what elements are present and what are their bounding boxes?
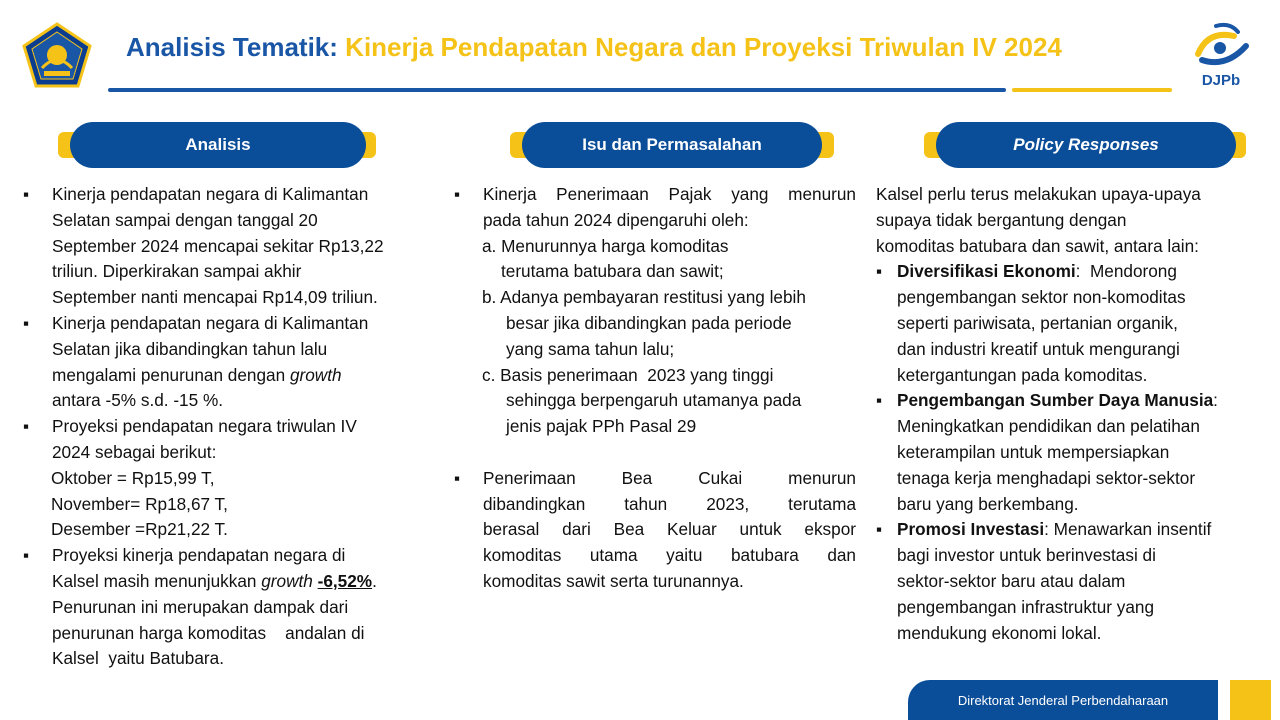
title-prefix: Analisis Tematik: [126, 32, 338, 62]
isu-item-a: a. Menurunnya harga komoditas [482, 235, 729, 256]
djpb-logo-text: DJPb [1201, 72, 1241, 89]
projection-oktober: Oktober = Rp15,99 T, [51, 467, 215, 488]
isu-bullet-2: ▪ Penerimaan Bea Cukai menurun dibandingkan tahun 2023, terutama berasal dari Bea Keluar untuk ekspor komoditas utama yaitu batubara dan komoditas sawit serta turunannya. [454, 466, 856, 595]
isu-item-b: b. Adanya pembayaran restitusi yang lebih [482, 287, 806, 308]
title-main: Kinerja Pendapatan Negara dan Proyeksi Triwulan IV 2024 [345, 32, 1062, 62]
isu-content: ▪ Kinerja Penerimaan Pajak yang menurun pada tahun 2024 dipengaruhi oleh: a. Menurunnya harga komoditas terutama batubara dan sawit; b. Adanya pembayaran restitusi yang lebih besar jika dibandingkan pada periode yang sama tahun lalu; c. Basis penerimaan 2023 yang tinggi sehingga berpengaruh utamanya pada jenis pajak PPh Pasal 29 ▪ Penerimaan Bea Cukai menurun dibandingkan tahun 2023, terutama berasal dari Bea Keluar untuk ekspor komoditas utama yaitu batubara dan komoditas sawit serta turunannya. [454, 182, 856, 595]
policy-item-diversifikasi: ▪ Diversifikasi Ekonomi: Mendorong pengembangan sektor non-komoditas seperti pariwisata, pertanian organik, dan industri kreatif untuk mengurangi ketergantungan pada komoditas. [876, 259, 1256, 388]
title-underline-yellow [1012, 88, 1172, 92]
analisis-content [23, 182, 433, 672]
page-title [126, 32, 1062, 63]
analisis-heading: Analisis [70, 122, 366, 168]
analisis-bullet-1: ▪ Kinerja pendapatan negara di Kalimantan Selatan sampai dengan tanggal 20 September 2024 mencapai sekitar Rp13,22 triliun. Diperkirakan sampai akhir September nanti mencapai Rp14,09 triliun. [23, 182, 433, 311]
isu-item-c: c. Basis penerimaan 2023 yang tinggi [482, 364, 774, 385]
isu-header [510, 122, 834, 166]
footer-banner [908, 680, 1218, 720]
analisis-bullet-4: ▪ Proyeksi kinerja pendapatan negara di Kalsel masih menunjukkan growth -6,52%. Penurunan ini merupakan dampak dari penurunan harga komoditas andalan di Kalsel yaitu Batubara. [23, 543, 433, 672]
policy-intro: Kalsel perlu terus melakukan upaya-upaya [876, 184, 1201, 204]
growth-value: -6,52% [317, 570, 373, 591]
projection-desember: Desember =Rp21,22 T. [51, 519, 228, 540]
isu-heading: Isu dan Permasalahan [522, 122, 822, 168]
ministry-emblem-icon [22, 22, 92, 88]
footer-text: Direktorat Jenderal Perbendaharaan [957, 692, 1169, 708]
title-underline-blue [108, 88, 1006, 92]
analisis-bullet-2: ▪ Kinerja pendapatan negara di Kalimantan Selatan jika dibandingkan tahun lalu mengalami penurunan dengan growth antara -5% s.d. -15 %. [23, 311, 433, 414]
footer-accent [1230, 680, 1271, 720]
analisis-bullet-3: ▪ Proyeksi pendapatan negara triwulan IV 2024 sebagai berikut: [23, 414, 433, 466]
policy-header [924, 122, 1246, 166]
projection-november: November= Rp18,67 T, [51, 493, 228, 514]
isu-bullet-1: ▪ Kinerja Penerimaan Pajak yang menurun pada tahun 2024 dipengaruhi oleh: [454, 182, 856, 234]
policy-heading: Policy Responses [936, 122, 1236, 168]
djpb-logo-icon [1186, 20, 1256, 94]
analisis-header [58, 122, 376, 166]
policy-item-sdm: ▪ Pengembangan Sumber Daya Manusia: Meningkatkan pendidikan dan pelatihan keterampilan untuk mempersiapkan tenaga kerja menghadapi sektor-sektor baru yang berkembang. [876, 388, 1256, 517]
policy-item-investasi: ▪ Promosi Investasi: Menawarkan insentif bagi investor untuk berinvestasi di sektor-sektor baru atau dalam pengembangan infrastruktur yang mendukung ekonomi lokal. [876, 517, 1256, 646]
policy-content: Kalsel perlu terus melakukan upaya-upaya supaya tidak bergantung dengan komoditas batubara dan sawit, antara lain: ▪ Diversifikasi Ekonomi: Mendorong pengembangan sektor non-komoditas seperti pariwisata, pertanian organik, dan industri kreatif untuk mengurangi ketergantungan pada komoditas. ▪ Pengembangan Sumber Daya Manusia: Meningkatkan pendidikan dan pelatihan keterampilan untuk mempersiapkan tenaga kerja menghadapi sektor-sektor baru yang berkembang. ▪ Promosi Investasi: Menawarkan insentif bagi investor untuk berinvestasi di sektor-sektor baru atau dalam pengembangan infrastruktur yang mendukung ekonomi lokal. [876, 182, 1256, 646]
